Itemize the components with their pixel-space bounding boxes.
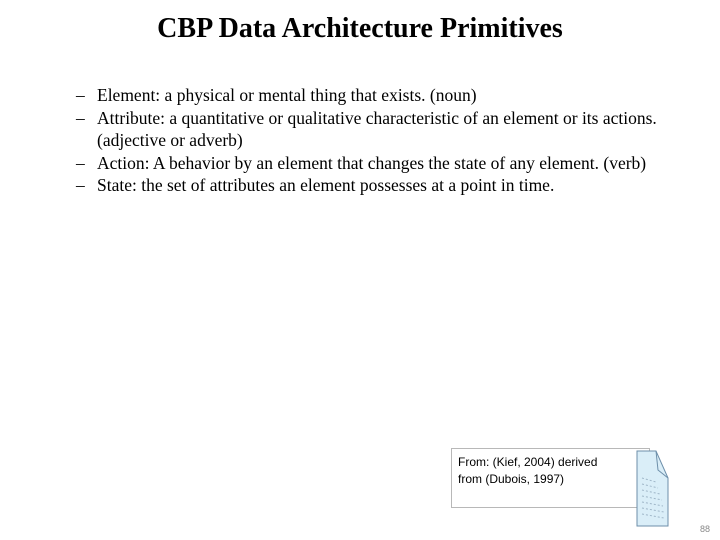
bullet-item (76, 174, 686, 197)
slide-title: CBP Data Architecture Primitives (157, 13, 563, 44)
bullet-item (76, 107, 686, 152)
bullet-marker: – (76, 175, 85, 195)
source-note-line: from (Dubois, 1997) (458, 472, 565, 486)
source-note (451, 448, 650, 508)
bullet-text: State: the set of attributes an element possesses at a point in time. (97, 175, 555, 195)
bullet-text: Element: a physical or mental thing that exists. (noun) (97, 85, 477, 105)
document-icon (636, 450, 670, 528)
page-number: 88 (699, 524, 710, 534)
bullet-text: Attribute: a quantitative or qualitative characteristic of an element or its actions. (adjective or adverb) (97, 107, 657, 150)
bullet-text: Action: A behavior by an element that changes the state of any element. (verb) (97, 152, 647, 173)
bullet-item (76, 152, 686, 175)
bullet-marker: – (76, 107, 85, 128)
source-note-line: From: (Kief, 2004) derived (458, 455, 598, 469)
bullet-marker: – (76, 85, 85, 105)
bullet-list (76, 84, 686, 197)
bullet-item (76, 84, 686, 107)
bullet-marker: – (76, 152, 85, 173)
